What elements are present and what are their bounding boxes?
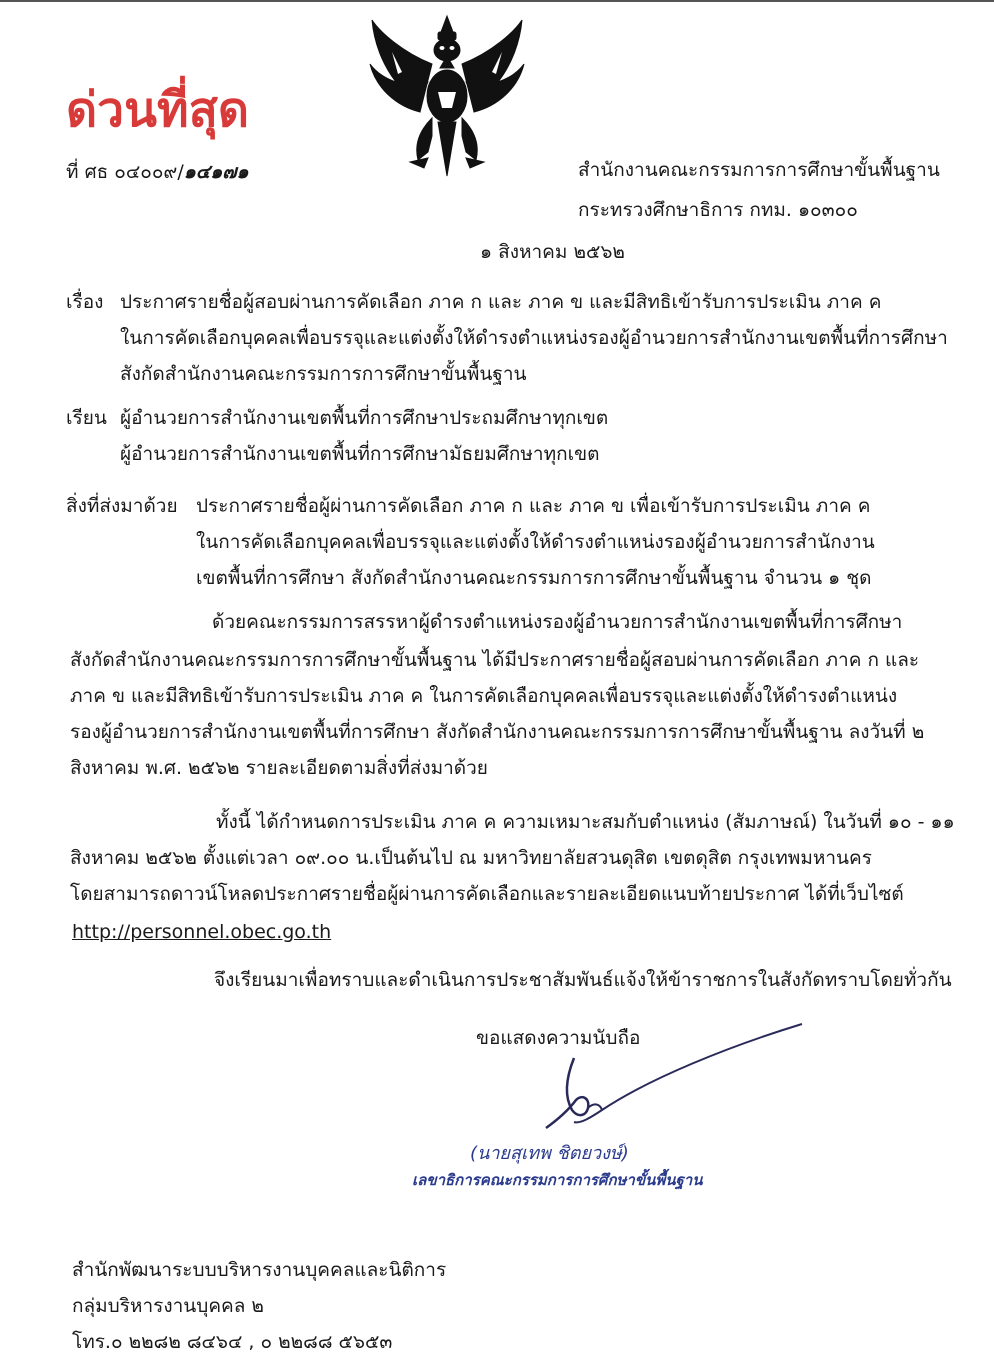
enclosure-line-1: ประกาศรายชื่อผู้ผ่านการคัดเลือก ภาค ก และ ภาค ข เพื่อเข้ารับการประเมิน ภาค ค [196,495,871,517]
para2-line-2: สิงหาคม ๒๕๖๒ ตั้งแต่เวลา ๐๙.๐๐ น.เป็นต้นไป ณ มหาวิทยาลัยสวนดุสิต เขตดุสิต กรุงเทพมหานคร [70,847,872,869]
to-label: เรียน [66,407,107,429]
website-link[interactable]: http://personnel.obec.go.th [72,921,332,943]
regards: ขอแสดงความนับถือ [476,1027,641,1049]
subject-label: เรื่อง [66,291,104,313]
enclosure-line-3: เขตพื้นที่การศึกษา สังกัดสำนักงานคณะกรรมการการศึกษาขั้นพื้นฐาน จำนวน ๑ ชุด [196,567,872,589]
para1-line-2: สังกัดสำนักงานคณะกรรมการการศึกษาขั้นพื้นฐาน ได้มีประกาศรายชื่อผู้สอบผ่านการคัดเลือก ภาค ก และ [70,649,920,671]
org-address: กระทรวงศึกษาธิการ กทม. ๑๐๓๐๐ [578,199,858,221]
to-line-1: ผู้อำนวยการสำนักงานเขตพื้นที่การศึกษาประถมศึกษาทุกเขต [120,407,609,429]
urgent-stamp: ด่วนที่สุด [66,82,250,138]
para2-line-3: โดยสามารถดาวน์โหลดประกาศรายชื่อผู้ผ่านการคัดเลือกและรายละเอียดแนบท้ายประกาศ ได้ที่เว็บไซต์ [70,883,904,905]
to-line-2: ผู้อำนวยการสำนักงานเขตพื้นที่การศึกษามัธยมศึกษาทุกเขต [120,443,600,465]
handwritten-signature [530,1018,810,1138]
footer-group: กลุ่มบริหารงานบุคคล ๒ [72,1295,264,1317]
top-border [0,0,994,2]
para1-line-3: ภาค ข และมีสิทธิเข้ารับการประเมิน ภาค ค ในการคัดเลือกบุคคลเพื่อบรรจุและแต่งตั้งให้ดำรงตำแหน่ง [70,685,898,707]
enclosure-label: สิ่งที่ส่งมาด้วย [66,495,178,517]
document-number-handwritten: ๑๔๑๗๑ [183,161,249,183]
signatory-name: (นายสุเทพ ชิตยวงษ์) [470,1143,629,1164]
para1-line-1: ด้วยคณะกรรมการสรรหาผู้ดำรงตำแหน่งรองผู้อำนวยการสำนักงานเขตพื้นที่การศึกษา [212,611,903,633]
garuda-emblem-icon [362,12,532,180]
document-number: ที่ ศธ ๐๔๐๐๙/๑๔๑๗๑ [66,161,249,183]
subject-line-2: ในการคัดเลือกบุคคลเพื่อบรรจุและแต่งตั้งให้ดำรงตำแหน่งรองผู้อำนวยการสำนักงานเขตพื้นที่การศึกษา [120,327,948,349]
document-date: ๑ สิงหาคม ๒๕๖๒ [480,241,625,263]
closing-sentence: จึงเรียนมาเพื่อทราบและดำเนินการประชาสัมพันธ์แจ้งให้ข้าราชการในสังกัดทราบโดยทั่วกัน [214,969,952,991]
subject-line-3: สังกัดสำนักงานคณะกรรมการการศึกษาขั้นพื้นฐาน [120,363,527,385]
para1-line-4: รองผู้อำนวยการสำนักงานเขตพื้นที่การศึกษา สังกัดสำนักงานคณะกรรมการการศึกษาขั้นพื้นฐาน ลงวันที่ ๒ [70,721,925,743]
para1-line-5: สิงหาคม พ.ศ. ๒๕๖๒ รายละเอียดตามสิ่งที่ส่งมาด้วย [70,757,488,779]
subject-line-1: ประกาศรายชื่อผู้สอบผ่านการคัดเลือก ภาค ก และ ภาค ข และมีสิทธิเข้ารับการประเมิน ภาค ค [120,291,882,313]
footer-department: สำนักพัฒนาระบบบริหารงานบุคคลและนิติการ [72,1259,447,1281]
para2-line-1: ทั้งนี้ ได้กำหนดการประเมิน ภาค ค ความเหมาะสมกับตำแหน่ง (สัมภาษณ์) ในวันที่ ๑๐ - ๑๑ [216,811,955,833]
enclosure-line-2: ในการคัดเลือกบุคคลเพื่อบรรจุและแต่งตั้งให้ดำรงตำแหน่งรองผู้อำนวยการสำนักงาน [196,531,875,553]
footer-phone: โทร.๐ ๒๒๘๒ ๘๔๖๔ , ๐ ๒๒๘๘ ๕๖๕๓ [72,1331,393,1353]
org-name: สำนักงานคณะกรรมการการศึกษาขั้นพื้นฐาน [578,159,940,181]
signatory-title: เลขาธิการคณะกรรมการการศึกษาขั้นพื้นฐาน [412,1171,703,1189]
